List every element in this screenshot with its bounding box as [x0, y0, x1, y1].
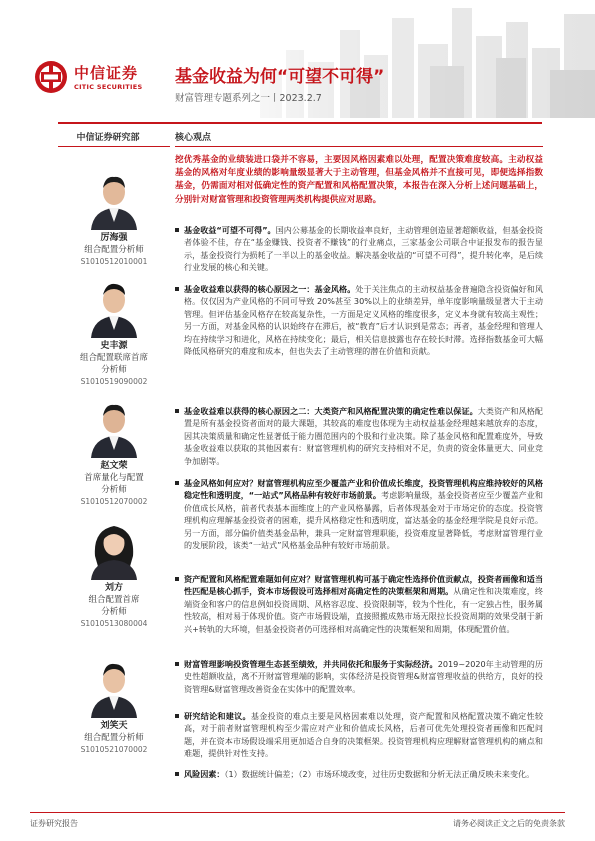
key-point-body: 大类资产和风格配置是所有基金投资者面对的最大课题，其较高的难度也体现为主动权益基金经理越来越放弃的态度，因其决策质量和确定性显著低于能力圈范围内的个股和行业决策。除了基金风格和配置难度外，导致基金收益难以获取的其他因素有：财富管理机构的研究支持相对不足，负责的资金体量更大、同业竞争加剧等。 — [184, 406, 543, 466]
analyst-avatar — [85, 170, 143, 230]
report-subtitle: 财富管理专题系列之一丨2023.2.7 — [175, 93, 322, 104]
footer-report-type: 证券研究报告 — [30, 819, 78, 828]
key-point-body: （1）数据统计偏差；（2）市场环境改变，过往历史数据和分析无法正确反映未来变化。 — [224, 769, 535, 779]
analyst-role: 分析师 — [101, 607, 127, 617]
bullet-icon — [175, 772, 179, 776]
bullet-icon — [175, 409, 179, 413]
analyst-name: 刘方 — [104, 583, 123, 593]
key-point-lead: 基金收益难以获得的核心原因之二：大类资产和风格配置决策的确定性难以保证。 — [184, 406, 478, 416]
right-section-divider — [175, 146, 543, 147]
key-point — [175, 477, 543, 551]
bullet-icon — [175, 662, 179, 666]
key-point-lead: 研究结论和建议。 — [184, 711, 251, 721]
analyst-name: 厉海强 — [100, 233, 128, 243]
analyst-avatar — [85, 278, 143, 338]
bullet-icon — [175, 714, 179, 718]
analyst-card — [58, 278, 170, 387]
bullet-icon — [175, 481, 179, 485]
analyst-license-id: S1010512070002 — [80, 497, 148, 506]
key-point-lead: 财富管理影响投资管理生态甚至绩效，并共同依托和服务于实际经济。 — [184, 659, 438, 669]
key-point — [175, 405, 543, 467]
analyst-role: 组合配置分析师 — [84, 245, 144, 255]
bullet-icon — [175, 228, 179, 232]
key-point — [175, 573, 543, 635]
footer-divider — [30, 812, 565, 813]
citic-securities-logo — [34, 58, 162, 102]
core-view-heading: 核心观点 — [175, 133, 212, 143]
analyst-role: 首席量化与配置 — [84, 473, 144, 483]
analyst-card — [58, 170, 170, 267]
core-view-summary: 挖优秀基金的业绩装进口袋并不容易，主要因风格因素难以处理，配置决策难度较高。主动权益基金的风格对年度业绩的影响量级显著大于主动管理，但基金风格并不直接可见，即便选择指数基金，仍需面对相对低确定性的资产配置和风格配置决策，本报告在深入分析上述问题基础上，分别针对财富管理和投资管理两类机构提供应对思路。 — [175, 155, 543, 205]
logo-name-en: CITIC SECURITIES — [74, 83, 143, 91]
key-point-body: 处于关注焦点的主动权益基金普遍隐含投资偏好和风格。仅仅因为产业风格的不同可导致 20%甚至 30%以上的业绩差异，单年度影响量级显著大于主动管理。但评估基金风格存在较高复杂性，一方面是定义风格的维度很多，定义本身就有较高主观性；另一方面，对基金风格的认识始终存在滞后，被“教育”后才认识到是常态；再者，基金经理和管理人均在持续学习和进化，风格在持续变化；最后，相关信息披露也存在较长时滞。选择指数基金可大幅降低风格研究的难度和成本，但也失去了主动管理的潜在价值和贡献。 — [184, 284, 543, 357]
key-point-body: 考虑影响量级，基金投资者应至少覆盖产业和价值成长风格，前者代表基本面维度上的产业风格暴露，后者体现基金对于市场定价的态度。投资管理机构应理解基金投资者的困难，提升风格稳定性和透明度，富达基金的基金经理学院是良好示范。另一方面，部分偏价值类基金品种，兼具一定财富管理职能，投资难度显著降低，考虑财富管理行业的发展阶段，该类“一站式”风格基金品种有较好市场前景。 — [184, 490, 543, 551]
key-point — [175, 224, 543, 274]
logo-name-cn: 中信证券 — [74, 64, 139, 82]
analyst-role: 组合配置联席首席 — [79, 353, 148, 363]
key-point-lead: 基金收益难以获得的核心原因之一：基金风格。 — [184, 284, 356, 294]
analyst-role: 组合配置首席 — [88, 595, 140, 605]
report-header — [0, 0, 595, 125]
analyst-card — [58, 398, 170, 507]
key-point — [175, 768, 543, 780]
key-point-body: 2019~2020年主动管理的历史性超额收益，离不开财富管理端的影响，实体经济是投资管理&财富管理收益的供给方，良好的投资管理&财富管理改善资金在实体中的配置效率。 — [184, 659, 543, 694]
key-point-lead: 基金风格如何应对？财富管理机构应至少覆盖产业和价值成长维度，投资管理机构应维持较好的风格稳定性和透明度，“一站式”风格品种有较好市场前景。 — [184, 478, 543, 501]
key-point — [175, 283, 543, 357]
left-section-divider — [58, 146, 170, 147]
bullet-icon — [175, 577, 179, 581]
analyst-avatar — [85, 398, 143, 458]
research-dept-heading: 中信证券研究部 — [76, 133, 140, 143]
analyst-license-id: S1010512010001 — [80, 257, 148, 266]
analyst-role: 分析师 — [101, 485, 127, 495]
analyst-name: 刘笑天 — [100, 721, 128, 731]
report-title: 基金收益为何“可望不可得” — [175, 67, 385, 87]
analyst-avatar — [85, 520, 143, 580]
analyst-role: 分析师 — [101, 365, 127, 375]
key-point-lead: 资产配置和风格配置难题如何应对？财富管理机构可基于确定性选择价值贡献点，投资者画像和适当性匹配是核心抓手，资本市场假设可选择相对高确定性的决策框架和周期。 — [184, 574, 543, 597]
bullet-icon — [175, 287, 179, 291]
citic-logo-mark-icon — [34, 60, 68, 94]
analyst-role: 组合配置分析师 — [84, 733, 144, 743]
key-point-body: 国内公募基金的长期收益率良好，主动管理创造显著超额收益，但基金投资者体验不佳，存在“基金赚钱、投资者不赚钱”的行业痛点，三家基金公司联合中证报发布的报告显示，基金投资行为损耗了一半以上的基金收益。解决基金收益的“可望不可得”，提升转化率，是后续行业发展的核心和关键。 — [184, 225, 543, 273]
analyst-license-id: S1010521070002 — [80, 745, 148, 754]
analyst-name: 赵文荣 — [100, 461, 128, 471]
analyst-card — [58, 520, 170, 629]
key-point-lead: 风险因素： — [184, 769, 225, 779]
analyst-avatar — [85, 658, 143, 718]
key-point-body: 从确定性和决策难度，终端资金和客户的信息例如投资周期、风格容忍度、投资限制等，较为个性化，有一定独占性，服务属性较高，相对易于体现价值。资产市场假设端，直接照搬成熟市场无限拉长投资周期的效果受制于新兴+转轨的大环境，但基金投资者仍可选择相对高确定性的决策框架和周期，体现配置价值。 — [184, 586, 543, 634]
footer-disclaimer-note: 请务必阅读正文之后的免责条款 — [453, 819, 565, 828]
key-point — [175, 658, 543, 695]
analyst-license-id: S1010519090002 — [80, 377, 148, 386]
key-point-lead: 基金收益“可望不可得”。 — [184, 225, 276, 235]
key-point-body: 基金投资的难点主要是风格因素难以处理，资产配置和风格配置决策不确定性较高，对于前者财富管理机构至少需应对产业和价值成长风格，后者可优先处理投资者画像和匹配问题，并在资本市场假设端采用更加适合自身的决策框架。投资管理机构应理解财富管理机构的痛点和难题，提供针对性支持。 — [184, 711, 543, 759]
key-point — [175, 710, 543, 760]
header-divider — [58, 122, 542, 124]
analyst-license-id: S1010513080004 — [80, 619, 148, 628]
analyst-card — [58, 658, 170, 755]
analyst-name: 史丰源 — [100, 341, 128, 351]
